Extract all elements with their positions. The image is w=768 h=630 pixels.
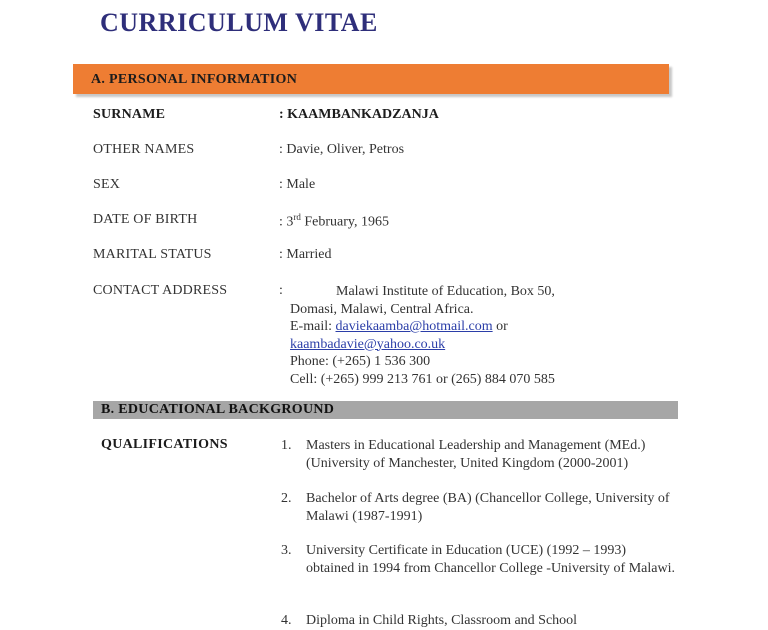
section-a-heading: A. PERSONAL INFORMATION [91, 72, 298, 87]
sex-value: : Male [279, 177, 316, 192]
sex-label: SEX [93, 177, 121, 192]
section-b-heading: B. EDUCATIONAL BACKGROUND [101, 402, 335, 417]
date-of-birth-value [279, 212, 389, 231]
email-prefix: E-mail: [290, 319, 336, 334]
phone-line: Phone: (+265) 1 536 300 [290, 354, 431, 369]
surname-value: : KAAMBANKADZANJA [279, 107, 439, 122]
email-or: or [492, 319, 508, 334]
qualification-text: Diploma in Child Rights, Classroom and School [306, 613, 578, 628]
email-line [290, 318, 555, 336]
qualification-number: 2. [281, 491, 292, 506]
qualification-text: Bachelor of Arts degree (BA) (Chancellor College, University of Malawi (1987-1991) [306, 491, 670, 524]
address-line-1: Malawi Institute of Education, Box 50, [336, 284, 555, 299]
email-link-hotmail[interactable]: daviekaamba@hotmail.com [335, 319, 493, 334]
dob-suffix: February, 1965 [300, 214, 390, 230]
qualification-number: 3. [281, 543, 292, 558]
address-line-2: Domasi, Malawi, Central Africa. [290, 301, 474, 317]
contact-address-label: CONTACT ADDRESS [93, 283, 228, 298]
qualification-text: University Certificate in Education (UCE) (1992 – 1993) obtained in 1994 from Chancellor College -University of Malawi. [306, 543, 675, 576]
qualification-number: 1. [281, 438, 292, 453]
other-names-label: OTHER NAMES [93, 142, 195, 157]
dob-superscript: rd [293, 212, 301, 222]
section-a-header [73, 64, 669, 94]
marital-status-label: MARITAL STATUS [93, 247, 212, 262]
qualification-text: Masters in Educational Leadership and Management (MEd.) (University of Manchester, United Kingdom (2000-2001) [306, 438, 646, 471]
document-title: CURRICULUM VITAE [100, 8, 378, 37]
contact-address-colon: : [279, 283, 283, 298]
qualification-number: 4. [281, 613, 292, 628]
cell-line: Cell: (+265) 999 213 761 or (265) 884 070 585 [290, 371, 555, 387]
section-b-header [93, 401, 678, 419]
surname-label: SURNAME [93, 107, 166, 122]
other-names-value: : Davie, Oliver, Petros [279, 142, 405, 157]
email-link-yahoo[interactable]: kaambadavie@yahoo.co.uk [290, 336, 446, 352]
marital-status-value: : Married [279, 247, 332, 262]
contact-address-block [290, 283, 555, 388]
dob-prefix: : 3 [279, 214, 294, 230]
date-of-birth-label: DATE OF BIRTH [93, 212, 198, 227]
qualifications-label: QUALIFICATIONS [101, 437, 228, 452]
